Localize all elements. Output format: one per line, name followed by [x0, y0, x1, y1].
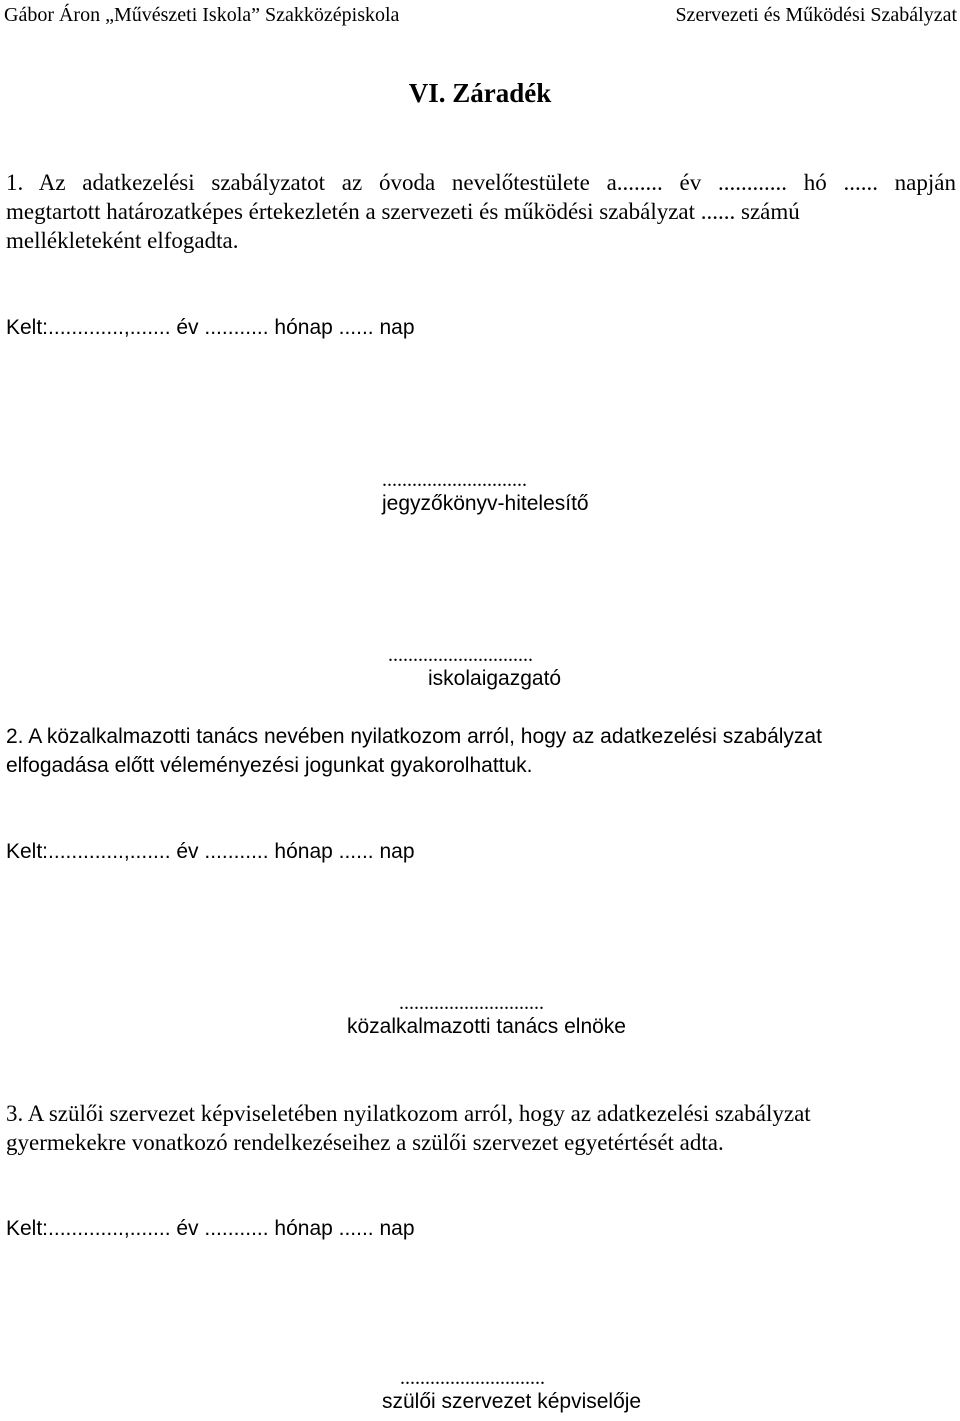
- section-1-paragraph: [6, 168, 956, 255]
- signature-block-headmaster: [388, 644, 562, 693]
- section-3-line-1: 3. A szülői szervezet képviseletében nyilatkozom arról, hogy az adatkezelési szabályzat: [6, 1101, 811, 1126]
- section-1-line-2: megtartott határozatképes értekezletén a szervezeti és működési szabályzat ...... számú: [6, 199, 800, 224]
- signature-line: .............................: [400, 1367, 545, 1389]
- section-2-line-2: elfogadása előtt véleményezési jogunkat gyakorolhattuk.: [6, 754, 533, 777]
- signature-role-label: jegyzőkönyv-hitelesítő: [382, 492, 589, 515]
- signature-line: .............................: [388, 644, 533, 666]
- signature-line: .............................: [399, 992, 544, 1014]
- section-1-date-line: Kelt:.............,....... év ........... hónap ...... nap: [6, 316, 415, 339]
- section-3-paragraph: [6, 1099, 956, 1157]
- section-3-date-line: Kelt:.............,....... év ........... hónap ...... nap: [6, 1217, 415, 1240]
- signature-line: .............................: [382, 469, 527, 491]
- signature-role-label: szülői szervezet képviselője: [382, 1390, 642, 1413]
- page-title: VI. Záradék: [408, 78, 552, 108]
- section-2-date-line: Kelt:.............,....... év ........... hónap ...... nap: [6, 840, 415, 863]
- section-2-paragraph: [6, 722, 956, 780]
- section-1-line-1: 1. Az adatkezelési szabályzatot az óvoda nevelőtestülete a........ év ............ hó ...... napján: [6, 170, 956, 195]
- section-2-line-1: 2. A közalkalmazotti tanács nevében nyilatkozom arról, hogy az adatkezelési szabályzat: [6, 725, 822, 748]
- section-3-line-2: gyermekekre vonatkozó rendelkezéseihez a szülői szervezet egyetértését adta.: [6, 1130, 724, 1155]
- signature-role-label: közalkalmazotti tanács elnöke: [347, 1015, 626, 1038]
- header-school-name: Gábor Áron „Művészeti Iskola” Szakközépiskola: [4, 4, 400, 26]
- header-document-title: Szervezeti és Működési Szabályzat: [675, 4, 957, 26]
- signature-block-staff-council-president: [347, 993, 626, 1041]
- signature-block-parents-representative: [382, 1368, 641, 1416]
- signature-role-label: iskolaigazgató: [428, 667, 562, 690]
- section-1-line-3: mellékleteként elfogadta.: [6, 228, 239, 253]
- signature-block-minutes-authenticator: [382, 470, 589, 518]
